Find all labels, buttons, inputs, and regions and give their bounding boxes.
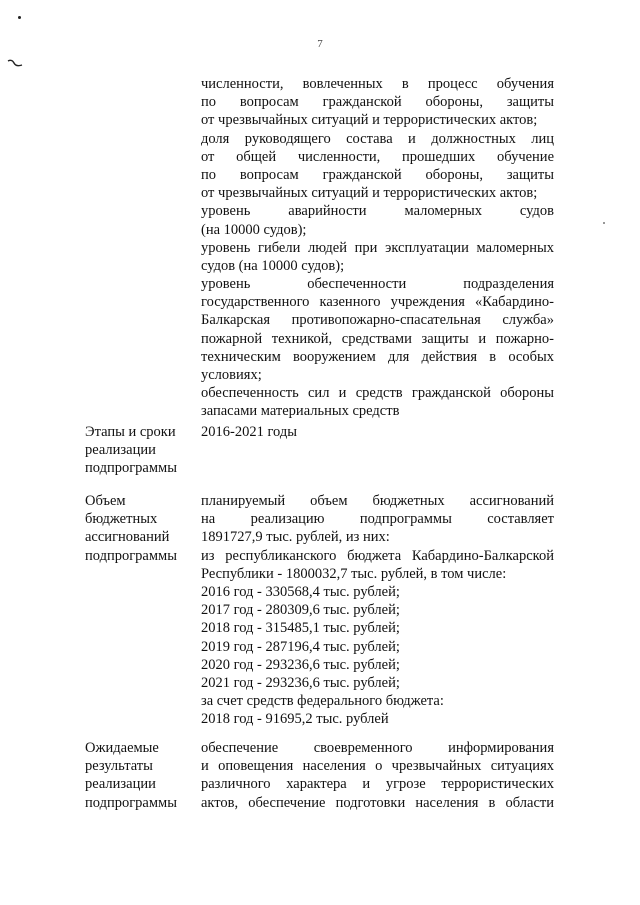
funding-line: 2020 год - 293236,6 тыс. рублей; — [201, 656, 400, 673]
funding-line: на реализацию подпрограммы составляет — [201, 511, 554, 528]
scan-mark — [18, 16, 21, 19]
indicator-line: уровень гибели людей при эксплуатации маломерных — [201, 239, 554, 256]
funding-line: 2018 год - 315485,1 тыс. рублей; — [201, 620, 400, 637]
stages-value-text: 2016-2021 годы — [201, 424, 297, 440]
results-line: различного характера и угрозе террористических — [201, 776, 554, 793]
results-line: обеспечение своевременного информирования — [201, 740, 554, 756]
indicator-line: условиях; — [201, 367, 262, 383]
indicator-line: пожарной техникой, средствами защиты и пожарно- — [201, 330, 554, 347]
funding-line: 2018 год - 91695,2 тыс. рублей — [201, 711, 389, 728]
funding-line: 2021 год - 293236,6 тыс. рублей; — [201, 674, 400, 691]
section-label-line: Этапы и сроки — [85, 424, 176, 440]
section-label-line: реализации — [85, 776, 156, 793]
funding-line: планируемый объем бюджетных ассигнований — [201, 493, 554, 509]
indicator-line: от чрезвычайных ситуаций и террористических актов; — [201, 185, 538, 202]
section-label-line: бюджетных — [85, 511, 158, 528]
page-number: 7 — [317, 38, 323, 50]
indicator-line: уровень обеспеченности подразделения — [201, 276, 554, 293]
funding-line: 2017 год - 280309,6 тыс. рублей; — [201, 602, 400, 619]
funding-line: 1891727,9 тыс. рублей, из них: — [201, 529, 390, 546]
funding-line: 2016 год - 330568,4 тыс. рублей; — [201, 583, 400, 600]
scan-stroke — [7, 58, 23, 68]
results-label — [85, 739, 195, 812]
funding-line: за счет средств федерального бюджета: — [201, 693, 444, 710]
section-label-line: ассигнований — [85, 529, 170, 546]
indicators-text — [201, 75, 554, 421]
indicator-line: техническим вооружением для действия в особых — [201, 348, 554, 365]
results-text — [201, 739, 554, 812]
indicator-line: (на 10000 судов); — [201, 221, 307, 238]
section-label-line: подпрограммы — [85, 460, 177, 477]
indicator-line: судов (на 10000 судов); — [201, 257, 345, 274]
results-line: и оповещения населения о чрезвычайных ситуациях — [201, 758, 554, 775]
section-label-line: результаты — [85, 758, 153, 775]
indicator-line: Балкарская противопожарно-спасательная служба» — [201, 312, 554, 329]
indicator-line: по вопросам гражданской обороны, защиты — [201, 94, 554, 111]
scan-dot — [603, 222, 605, 224]
indicator-line: государственного казенного учреждения «Кабардино- — [201, 294, 554, 311]
indicator-line: доля руководящего состава и должностных лиц — [201, 130, 554, 147]
stages-value — [201, 423, 554, 441]
section-label-line: Ожидаемые — [85, 740, 159, 756]
funding-text — [201, 492, 554, 728]
funding-line: 2019 год - 287196,4 тыс. рублей; — [201, 638, 400, 655]
indicator-line: запасами материальных средств — [201, 403, 400, 420]
indicator-line: от чрезвычайных ситуаций и террористических актов; — [201, 112, 538, 129]
section-label-line: Объем — [85, 493, 126, 509]
section-label-line: реализации — [85, 442, 156, 459]
indicator-line: численности, вовлеченных в процесс обучения — [201, 76, 554, 92]
results-line: актов, обеспечение подготовки населения в области — [201, 794, 554, 811]
funding-line: Республики - 1800032,7 тыс. рублей, в том числе: — [201, 565, 507, 582]
section-label-line: подпрограммы — [85, 794, 177, 811]
section-label-line: подпрограммы — [85, 547, 177, 564]
stages-label — [85, 423, 195, 478]
funding-label — [85, 492, 195, 565]
indicator-line: обеспеченность сил и средств гражданской обороны — [201, 385, 554, 402]
funding-line: из республиканского бюджета Кабардино-Балкарской — [201, 547, 554, 564]
indicator-line: по вопросам гражданской обороны, защиты — [201, 166, 554, 183]
indicator-line: уровень аварийности маломерных судов — [201, 203, 554, 220]
indicator-line: от общей численности, прошедших обучение — [201, 148, 554, 165]
